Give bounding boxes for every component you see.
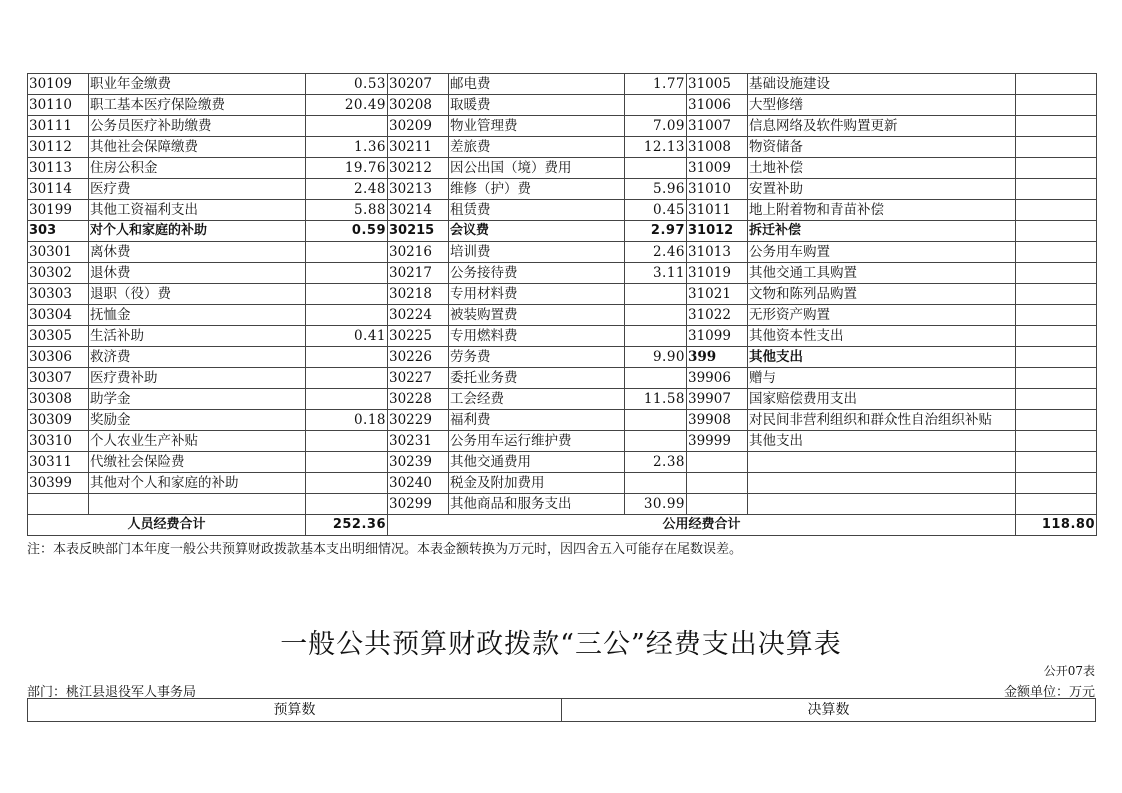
name-b-cell: 福利费 [449, 410, 625, 431]
amount-a-cell: 1.36 [306, 137, 388, 158]
code-c-cell: 31008 [687, 137, 748, 158]
amount-a-cell [306, 116, 388, 137]
amount-b-cell [625, 305, 687, 326]
code-a-cell: 30112 [28, 137, 89, 158]
code-b-cell: 30229 [388, 410, 449, 431]
table-row [28, 221, 1097, 242]
code-b-cell: 30228 [388, 389, 449, 410]
name-b-cell: 培训费 [449, 242, 625, 263]
code-a-cell: 30111 [28, 116, 89, 137]
amount-a-cell [306, 368, 388, 389]
name-b-cell: 其他交通费用 [449, 452, 625, 473]
code-c-cell: 31022 [687, 305, 748, 326]
expense-detail-table [27, 73, 1097, 536]
amount-b-cell: 30.99 [625, 494, 687, 515]
code-a-cell: 30305 [28, 326, 89, 347]
code-a-cell: 30306 [28, 347, 89, 368]
code-b-cell: 30216 [388, 242, 449, 263]
amount-c-cell [1016, 431, 1097, 452]
name-b-cell: 公务用车运行维护费 [449, 431, 625, 452]
amount-a-cell: 5.88 [306, 200, 388, 221]
name-c-cell: 无形资产购置 [748, 305, 1016, 326]
code-a-cell: 30310 [28, 431, 89, 452]
name-c-cell [748, 494, 1016, 515]
code-c-cell: 31019 [687, 263, 748, 284]
amount-c-cell [1016, 95, 1097, 116]
amount-a-cell [306, 452, 388, 473]
code-a-cell: 303 [28, 221, 89, 242]
name-c-cell: 物资储备 [748, 137, 1016, 158]
amount-a-cell: 0.41 [306, 326, 388, 347]
amount-c-cell [1016, 389, 1097, 410]
amount-a-cell: 20.49 [306, 95, 388, 116]
name-a-cell: 职工基本医疗保险缴费 [89, 95, 306, 116]
amount-a-cell [306, 494, 388, 515]
table-row [28, 305, 1097, 326]
code-c-cell: 31012 [687, 221, 748, 242]
table-row [28, 389, 1097, 410]
name-a-cell: 个人农业生产补贴 [89, 431, 306, 452]
name-a-cell: 公务员医疗补助缴费 [89, 116, 306, 137]
code-b-cell: 30215 [388, 221, 449, 242]
code-c-cell [687, 494, 748, 515]
table-row [28, 158, 1097, 179]
code-c-cell: 31013 [687, 242, 748, 263]
amount-c-cell [1016, 158, 1097, 179]
code-c-cell: 39907 [687, 389, 748, 410]
name-b-cell: 取暖费 [449, 95, 625, 116]
table-row [28, 95, 1097, 116]
amount-b-cell [625, 284, 687, 305]
amount-c-cell [1016, 179, 1097, 200]
department-label: 部门：桃江县退役军人事务局 [27, 685, 197, 700]
amount-a-cell [306, 263, 388, 284]
table-row [28, 494, 1097, 515]
actual-column-header: 决算数 [562, 699, 1096, 722]
name-b-cell: 其他商品和服务支出 [449, 494, 625, 515]
name-a-cell: 对个人和家庭的补助 [89, 221, 306, 242]
name-a-cell: 生活补助 [89, 326, 306, 347]
code-a-cell: 30114 [28, 179, 89, 200]
amount-c-cell [1016, 242, 1097, 263]
table-row [28, 263, 1097, 284]
name-c-cell: 其他支出 [748, 347, 1016, 368]
three-public-table-header [27, 698, 1096, 722]
name-a-cell: 代缴社会保险费 [89, 452, 306, 473]
code-a-cell: 30304 [28, 305, 89, 326]
code-b-cell: 30227 [388, 368, 449, 389]
code-a-cell: 30110 [28, 95, 89, 116]
table-row [28, 368, 1097, 389]
name-b-cell: 委托业务费 [449, 368, 625, 389]
amount-b-cell [625, 431, 687, 452]
name-b-cell: 邮电费 [449, 74, 625, 95]
amount-a-cell [306, 431, 388, 452]
code-c-cell: 31007 [687, 116, 748, 137]
name-c-cell: 其他资本性支出 [748, 326, 1016, 347]
personnel-total-value: 252.36 [306, 515, 388, 536]
table-row [28, 179, 1097, 200]
table-row [28, 473, 1097, 494]
three-public-table-container [27, 698, 1096, 722]
amount-c-cell [1016, 137, 1097, 158]
amount-a-cell [306, 305, 388, 326]
code-a-cell: 30301 [28, 242, 89, 263]
code-c-cell: 39908 [687, 410, 748, 431]
name-a-cell: 退休费 [89, 263, 306, 284]
amount-c-cell [1016, 221, 1097, 242]
amount-a-cell: 19.76 [306, 158, 388, 179]
name-b-cell: 工会经费 [449, 389, 625, 410]
name-a-cell: 离休费 [89, 242, 306, 263]
code-c-cell [687, 473, 748, 494]
name-b-cell: 会议费 [449, 221, 625, 242]
code-c-cell: 39999 [687, 431, 748, 452]
amount-b-cell: 2.97 [625, 221, 687, 242]
name-a-cell: 其他对个人和家庭的补助 [89, 473, 306, 494]
code-a-cell: 30302 [28, 263, 89, 284]
totals-row [28, 515, 1097, 536]
name-a-cell: 住房公积金 [89, 158, 306, 179]
code-b-cell: 30240 [388, 473, 449, 494]
code-c-cell: 31005 [687, 74, 748, 95]
name-c-cell: 对民间非营利组织和群众性自治组织补贴 [748, 410, 1016, 431]
table-row [28, 431, 1097, 452]
code-b-cell: 30208 [388, 95, 449, 116]
code-b-cell: 30299 [388, 494, 449, 515]
name-a-cell: 其他工资福利支出 [89, 200, 306, 221]
code-b-cell: 30218 [388, 284, 449, 305]
amount-a-cell: 2.48 [306, 179, 388, 200]
code-c-cell [687, 452, 748, 473]
name-c-cell: 其他交通工具购置 [748, 263, 1016, 284]
amount-b-cell: 7.09 [625, 116, 687, 137]
table-row [28, 284, 1097, 305]
amount-b-cell [625, 326, 687, 347]
amount-b-cell: 0.45 [625, 200, 687, 221]
amount-a-cell: 0.59 [306, 221, 388, 242]
amount-b-cell: 9.90 [625, 347, 687, 368]
budget-column-header: 预算数 [28, 699, 562, 722]
name-a-cell: 助学金 [89, 389, 306, 410]
name-c-cell: 大型修缮 [748, 95, 1016, 116]
name-b-cell: 税金及附加费用 [449, 473, 625, 494]
code-a-cell: 30303 [28, 284, 89, 305]
code-a-cell: 30109 [28, 74, 89, 95]
name-c-cell: 其他支出 [748, 431, 1016, 452]
name-a-cell: 医疗费补助 [89, 368, 306, 389]
table-row [28, 452, 1097, 473]
amount-b-cell: 3.11 [625, 263, 687, 284]
code-c-cell: 31009 [687, 158, 748, 179]
name-c-cell [748, 473, 1016, 494]
amount-a-cell [306, 284, 388, 305]
name-a-cell: 医疗费 [89, 179, 306, 200]
amount-b-cell [625, 368, 687, 389]
amount-c-cell [1016, 368, 1097, 389]
amount-c-cell [1016, 305, 1097, 326]
code-b-cell: 30226 [388, 347, 449, 368]
public-total-label: 公用经费合计 [388, 515, 1016, 536]
table-row [28, 242, 1097, 263]
amount-b-cell: 2.38 [625, 452, 687, 473]
amount-b-cell [625, 473, 687, 494]
table-row [28, 116, 1097, 137]
name-c-cell: 安置补助 [748, 179, 1016, 200]
table-row [28, 137, 1097, 158]
amount-b-cell: 1.77 [625, 74, 687, 95]
expense-detail-rows [28, 74, 1097, 515]
name-b-cell: 公务接待费 [449, 263, 625, 284]
code-b-cell: 30209 [388, 116, 449, 137]
amount-c-cell [1016, 473, 1097, 494]
code-b-cell: 30207 [388, 74, 449, 95]
amount-c-cell [1016, 74, 1097, 95]
name-a-cell: 奖励金 [89, 410, 306, 431]
amount-unit-label: 金额单位：万元 [1003, 685, 1095, 700]
code-c-cell: 399 [687, 347, 748, 368]
table-row [28, 347, 1097, 368]
code-b-cell: 30211 [388, 137, 449, 158]
name-c-cell: 文物和陈列品购置 [748, 284, 1016, 305]
code-b-cell: 30225 [388, 326, 449, 347]
code-b-cell: 30213 [388, 179, 449, 200]
name-c-cell: 基础设施建设 [748, 74, 1016, 95]
name-b-cell: 专用材料费 [449, 284, 625, 305]
table-row [28, 410, 1097, 431]
name-c-cell: 国家赔偿费用支出 [748, 389, 1016, 410]
name-c-cell: 赠与 [748, 368, 1016, 389]
amount-c-cell [1016, 494, 1097, 515]
name-a-cell: 退职（役）费 [89, 284, 306, 305]
name-b-cell: 被装购置费 [449, 305, 625, 326]
code-c-cell: 31011 [687, 200, 748, 221]
name-c-cell: 土地补偿 [748, 158, 1016, 179]
amount-a-cell: 0.18 [306, 410, 388, 431]
name-c-cell: 公务用车购置 [748, 242, 1016, 263]
amount-b-cell [625, 410, 687, 431]
amount-c-cell [1016, 347, 1097, 368]
amount-a-cell [306, 389, 388, 410]
amount-b-cell: 11.58 [625, 389, 687, 410]
amount-c-cell [1016, 452, 1097, 473]
code-b-cell: 30224 [388, 305, 449, 326]
amount-a-cell [306, 242, 388, 263]
amount-b-cell [625, 158, 687, 179]
personnel-total-label: 人员经费合计 [28, 515, 306, 536]
code-a-cell: 30307 [28, 368, 89, 389]
public-total-value: 118.80 [1016, 515, 1097, 536]
code-a-cell: 30113 [28, 158, 89, 179]
code-c-cell: 31021 [687, 284, 748, 305]
name-b-cell: 维修（护）费 [449, 179, 625, 200]
amount-c-cell [1016, 284, 1097, 305]
name-a-cell [89, 494, 306, 515]
name-a-cell: 其他社会保障缴费 [89, 137, 306, 158]
amount-b-cell: 12.13 [625, 137, 687, 158]
code-b-cell: 30231 [388, 431, 449, 452]
name-b-cell: 因公出国（境）费用 [449, 158, 625, 179]
amount-c-cell [1016, 326, 1097, 347]
expense-detail-table-container [27, 73, 1096, 536]
code-a-cell: 30311 [28, 452, 89, 473]
amount-c-cell [1016, 200, 1097, 221]
code-b-cell: 30239 [388, 452, 449, 473]
code-c-cell: 31010 [687, 179, 748, 200]
section-title: 一般公共预算财政拨款“三公”经费支出决算表 [280, 629, 842, 660]
amount-c-cell [1016, 116, 1097, 137]
code-c-cell: 39906 [687, 368, 748, 389]
table-row [28, 200, 1097, 221]
table-row [28, 326, 1097, 347]
name-c-cell: 信息网络及软件购置更新 [748, 116, 1016, 137]
code-a-cell: 30399 [28, 473, 89, 494]
name-b-cell: 租赁费 [449, 200, 625, 221]
code-a-cell: 30309 [28, 410, 89, 431]
name-b-cell: 差旅费 [449, 137, 625, 158]
code-b-cell: 30212 [388, 158, 449, 179]
table-row [28, 74, 1097, 95]
amount-a-cell [306, 347, 388, 368]
code-a-cell: 30308 [28, 389, 89, 410]
code-c-cell: 31099 [687, 326, 748, 347]
name-c-cell [748, 452, 1016, 473]
name-a-cell: 抚恤金 [89, 305, 306, 326]
amount-b-cell: 5.96 [625, 179, 687, 200]
code-b-cell: 30217 [388, 263, 449, 284]
name-b-cell: 劳务费 [449, 347, 625, 368]
form-code: 公开07表 [1043, 664, 1095, 678]
name-a-cell: 职业年金缴费 [89, 74, 306, 95]
code-a-cell [28, 494, 89, 515]
amount-b-cell: 2.46 [625, 242, 687, 263]
code-b-cell: 30214 [388, 200, 449, 221]
table-footnote: 注：本表反映部门本年度一般公共预算财政拨款基本支出明细情况。本表金额转换为万元时，因四舍五入可能存在尾数误差。 [27, 542, 743, 557]
code-a-cell: 30199 [28, 200, 89, 221]
amount-b-cell [625, 95, 687, 116]
amount-a-cell [306, 473, 388, 494]
name-b-cell: 专用燃料费 [449, 326, 625, 347]
amount-c-cell [1016, 263, 1097, 284]
name-c-cell: 地上附着物和青苗补偿 [748, 200, 1016, 221]
code-c-cell: 31006 [687, 95, 748, 116]
amount-a-cell: 0.53 [306, 74, 388, 95]
name-c-cell: 拆迁补偿 [748, 221, 1016, 242]
amount-c-cell [1016, 410, 1097, 431]
name-a-cell: 救济费 [89, 347, 306, 368]
name-b-cell: 物业管理费 [449, 116, 625, 137]
